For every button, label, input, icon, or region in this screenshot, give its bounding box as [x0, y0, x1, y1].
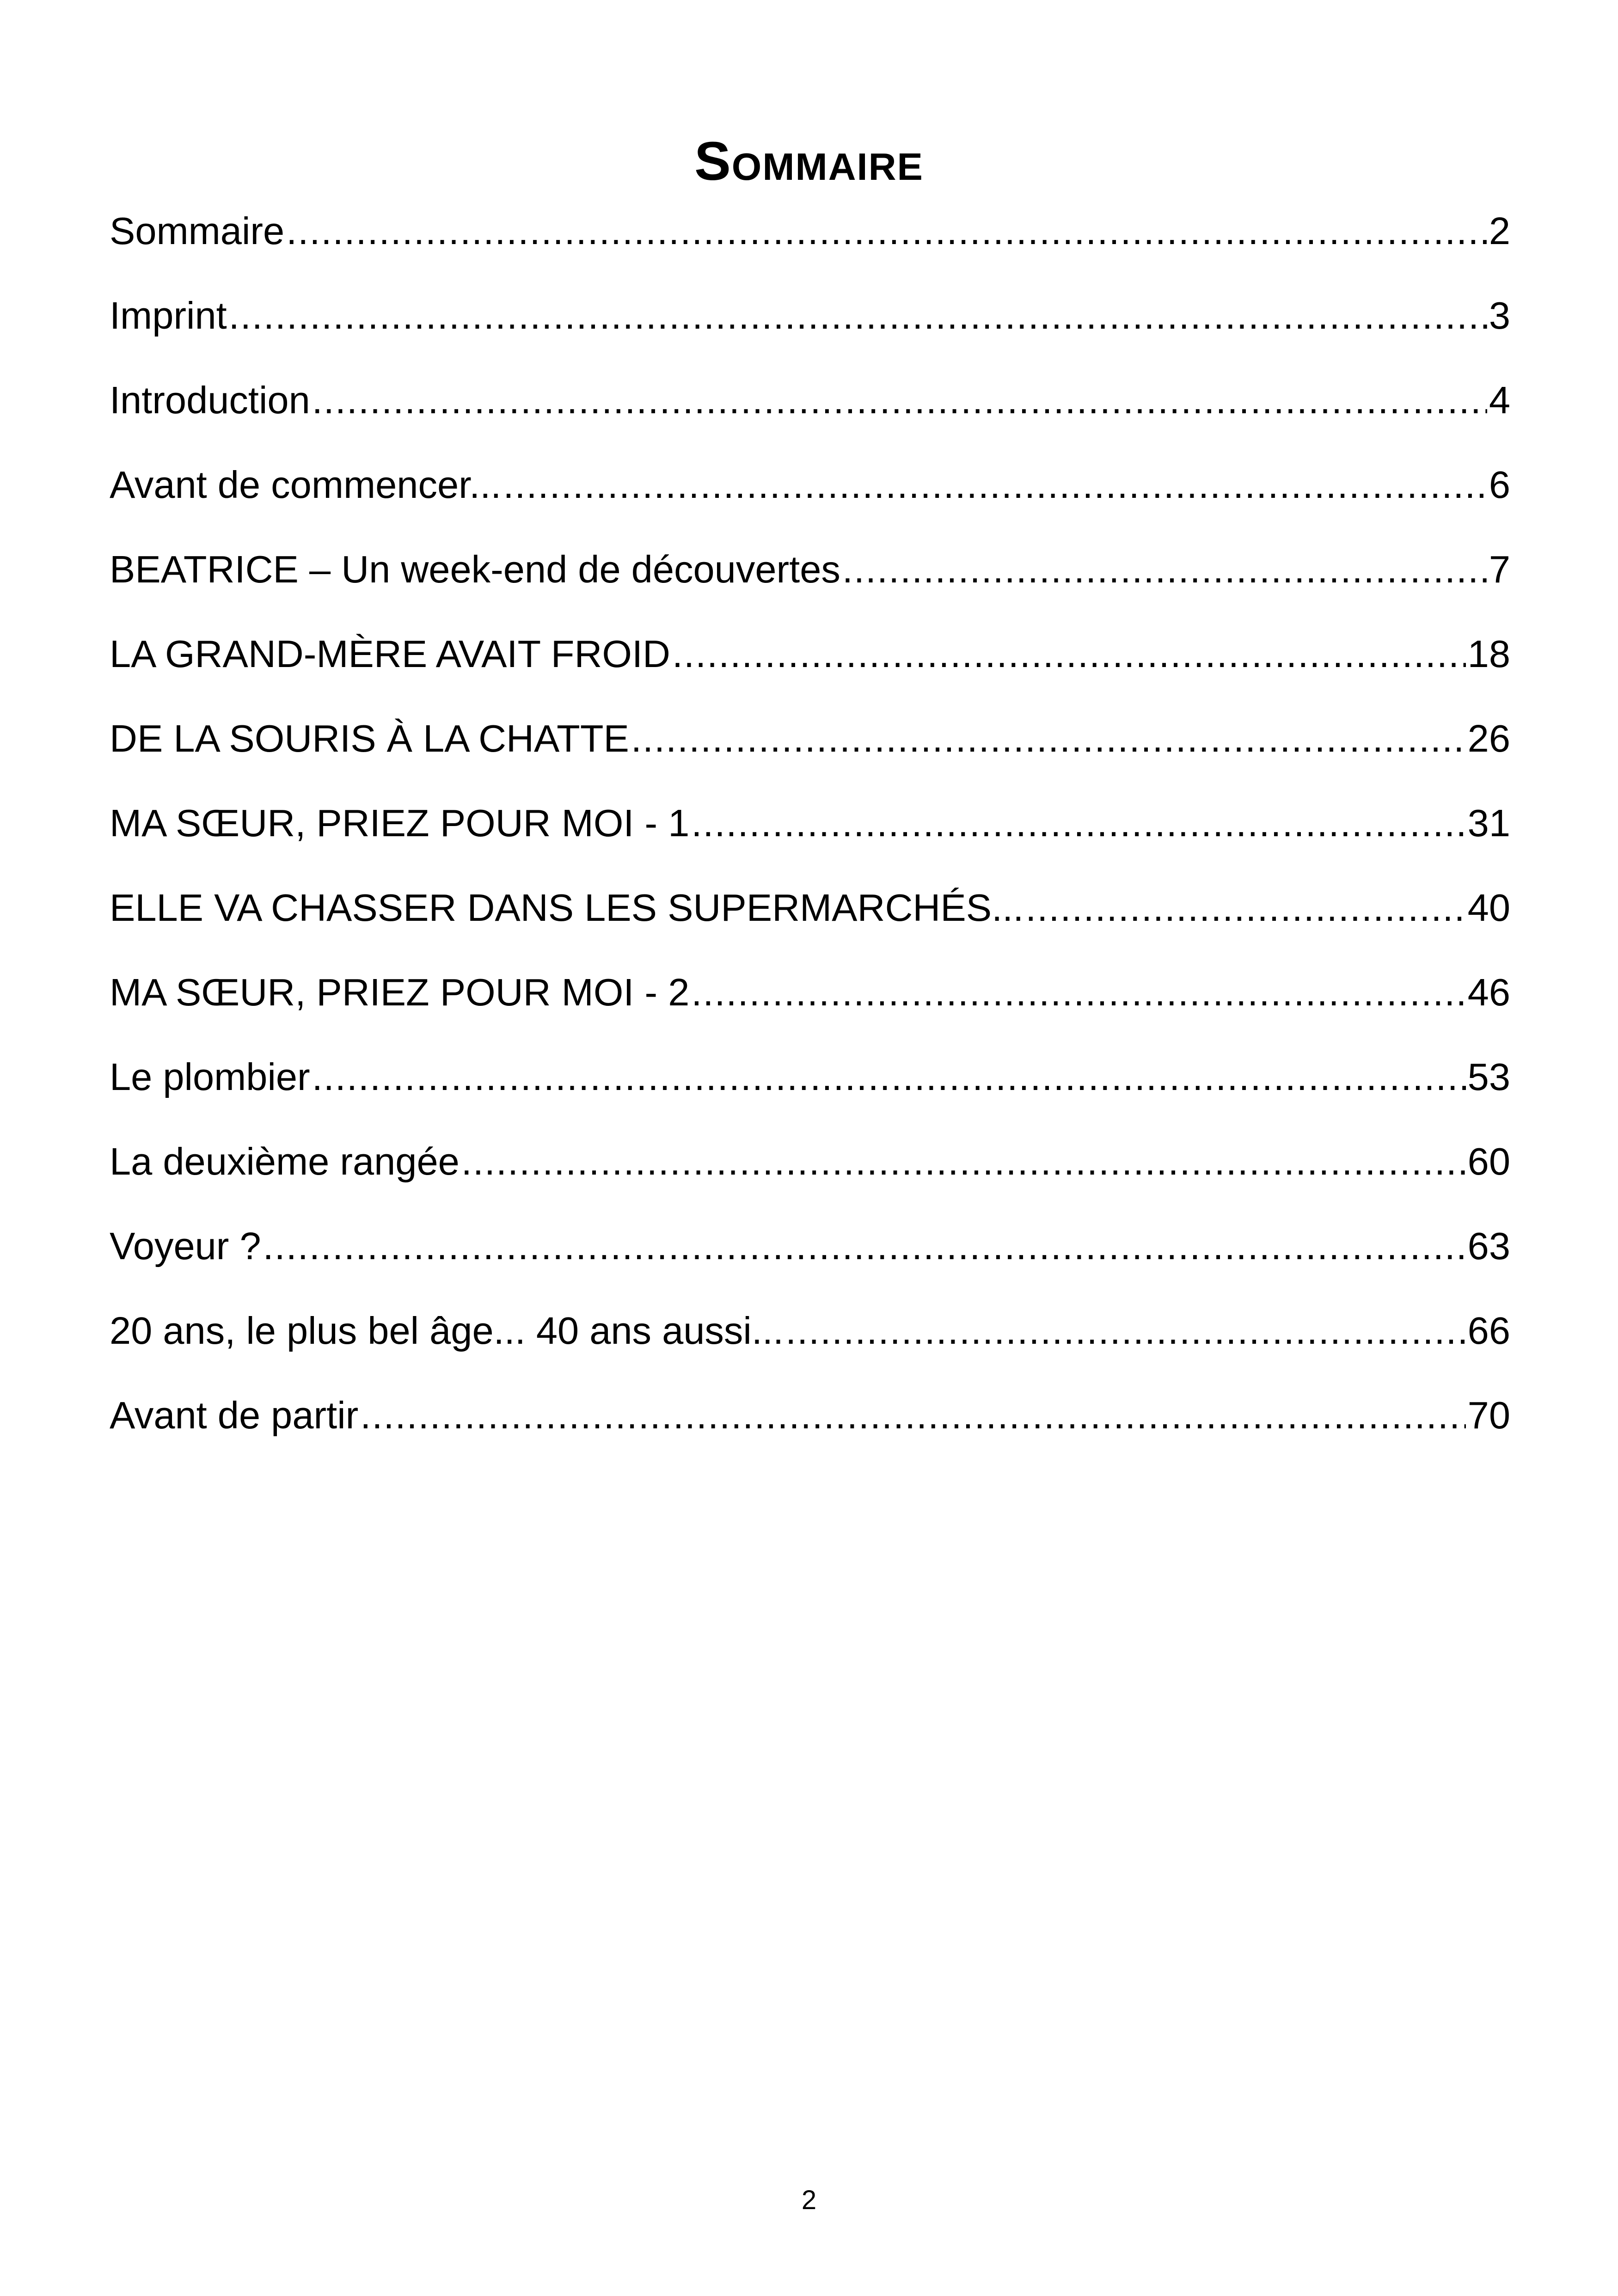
toc-entry-page: 66	[1467, 1309, 1510, 1352]
toc-entry-title: MA SŒUR, PRIEZ POUR MOI - 2	[110, 971, 690, 1014]
toc-entry[interactable]	[110, 626, 1510, 711]
toc-entry[interactable]	[110, 1388, 1510, 1472]
toc-entry-title: Sommaire	[110, 209, 285, 252]
toc-entry[interactable]	[110, 711, 1510, 796]
page-title: Sommaire	[694, 131, 924, 192]
table-of-contents	[110, 203, 1510, 1472]
toc-entry[interactable]	[110, 542, 1510, 626]
toc-entry[interactable]	[110, 1134, 1510, 1218]
toc-entry-page: 6	[1489, 463, 1510, 506]
toc-entry-title: 20 ans, le plus bel âge... 40 ans aussi...	[110, 1309, 784, 1352]
toc-entry[interactable]	[110, 203, 1510, 288]
toc-entry[interactable]	[110, 1303, 1510, 1388]
toc-dot-leader	[785, 1303, 1466, 1359]
toc-dot-leader	[263, 1218, 1466, 1274]
toc-entry-title: Voyeur ?	[110, 1225, 261, 1267]
toc-dot-leader	[461, 1134, 1466, 1189]
toc-entry-title: Avant de partir	[110, 1394, 359, 1437]
toc-dot-leader	[1025, 880, 1465, 936]
toc-entry-title: LA GRAND-MÈRE AVAIT FROID	[110, 632, 670, 675]
toc-dot-leader	[672, 626, 1466, 682]
toc-entry[interactable]	[110, 373, 1510, 457]
toc-entry-page: 63	[1467, 1225, 1510, 1267]
toc-entry-title: BEATRICE – Un week-end de découvertes	[110, 548, 840, 591]
toc-dot-leader	[286, 203, 1487, 259]
toc-entry-page: 26	[1467, 717, 1510, 760]
toc-entry-title: MA SŒUR, PRIEZ POUR MOI - 1	[110, 802, 690, 845]
toc-entry-page: 40	[1467, 886, 1510, 929]
toc-entry[interactable]	[110, 457, 1510, 542]
toc-entry-page: 4	[1489, 379, 1510, 422]
toc-entry[interactable]	[110, 880, 1510, 965]
toc-entry-page: 70	[1467, 1394, 1510, 1437]
toc-dot-leader	[229, 288, 1487, 343]
toc-entry-title: Imprint	[110, 294, 227, 337]
toc-entry[interactable]	[110, 1049, 1510, 1134]
toc-dot-leader	[691, 965, 1465, 1020]
toc-dot-leader	[312, 373, 1487, 428]
toc-dot-leader	[842, 542, 1487, 597]
toc-entry[interactable]	[110, 288, 1510, 373]
toc-entry-page: 2	[1489, 209, 1510, 252]
toc-entry-page: 18	[1467, 632, 1510, 675]
toc-entry[interactable]	[110, 965, 1510, 1049]
toc-entry-title: Avant de commencer...	[110, 463, 502, 506]
toc-entry[interactable]	[110, 796, 1510, 880]
page-number: 2	[801, 2185, 817, 2215]
toc-entry-title: Le plombier	[110, 1055, 310, 1098]
toc-dot-leader	[631, 711, 1466, 766]
toc-dot-leader	[360, 1388, 1465, 1443]
toc-entry-title: DE LA SOURIS À LA CHATTE	[110, 717, 629, 760]
toc-entry-page: 31	[1467, 802, 1510, 845]
toc-entry-page: 53	[1467, 1055, 1510, 1098]
toc-dot-leader	[503, 457, 1487, 513]
toc-entry[interactable]	[110, 1218, 1510, 1303]
toc-entry-title: Introduction	[110, 379, 310, 422]
toc-entry-page: 7	[1489, 548, 1510, 591]
toc-entry-page: 46	[1467, 971, 1510, 1014]
toc-entry-page: 3	[1489, 294, 1510, 337]
toc-dot-leader	[312, 1049, 1466, 1105]
toc-entry-page: 60	[1467, 1140, 1510, 1183]
toc-dot-leader	[691, 796, 1465, 851]
toc-entry-title: La deuxième rangée	[110, 1140, 460, 1183]
toc-entry-title: ELLE VA CHASSER DANS LES SUPERMARCHÉS...	[110, 886, 1024, 929]
